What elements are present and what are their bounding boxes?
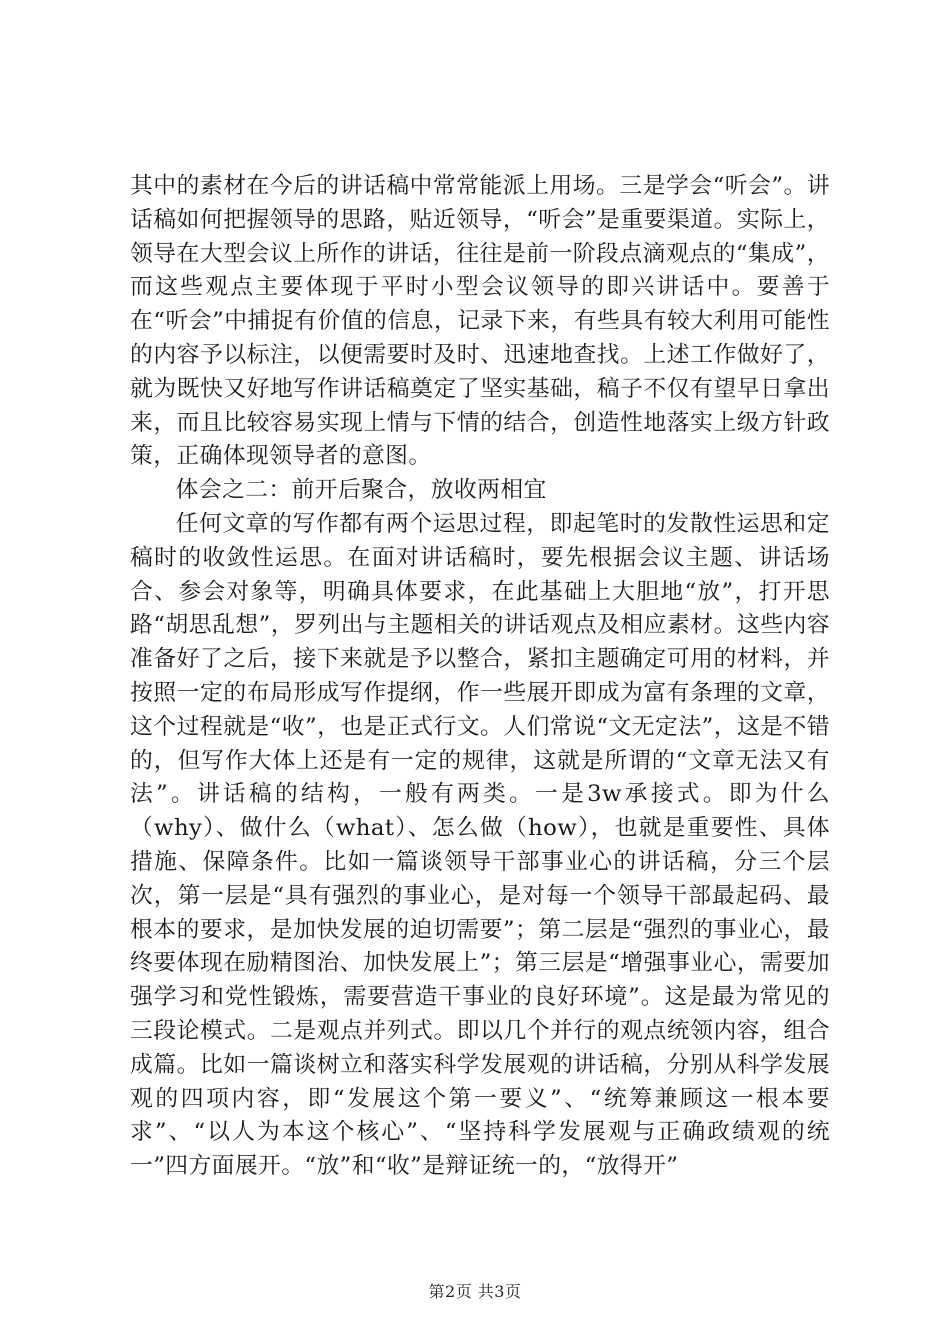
paragraph-body: 任何文章的写作都有两个运思过程，即起笔时的发散性运思和定稿时的收敛性运思。在面对讲话稿时，要先根据会议主题、讲话场合、参会对象等，明确具体要求，在此基础上大胆地“放”，打开思路“胡思乱想”，罗列出与主题相关的讲话观点及相应素材。这些内容准备好了之后，接下来就是予以整合，紧扣主题确定可用的材料，并按照一定的布局形成写作提纲，作一些展开即成为富有条理的文章，这个过程就是“收”，也是正式行文。人们常说“文无定法”，这是不错的，但写作大体上还是有一定的规律，这就是所谓的“文章无法又有法”。讲话稿的结构，一般有两类。一是3w承接式。即为什么（why）、做什么（what）、怎么做（how），也就是重要性、具体措施、保障条件。比如一篇谈领导干部事业心的讲话稿，分三个层次，第一层是“具有强烈的事业心，是对每一个领导干部最起码、最根本的要求，是加快发展的迫切需要”；第二层是“强烈的事业心，最终要体现在励精图治、加快发展上”；第三层是“增强事业心，需要加强学习和党性锻炼，需要营造干事业的良好环境”。这是最为常见的三段论模式。二是观点并列式。即以几个并行的观点统领内容，组合成篇。比如一篇谈树立和落实科学发展观的讲话稿，分别从科学发展观的四项内容，即“发展这个第一要义”、“统筹兼顾这一根本要求”、“以人为本这个核心”、“坚持科学发展观与正确政绩观的统一”四方面展开。“放”和“收”是辩证统一的，“放得开” [130, 510, 830, 1180]
paragraph-continuation: 其中的素材在今后的讲话稿中常常能派上用场。三是学会“听会”。讲话稿如何把握领导的思路，贴近领导，“听会”是重要渠道。实际上，领导在大型会议上所作的讲话，往往是前一阶段点滴观点的“集成”，而这些观点主要体现于平时小型会议领导的即兴讲话中。要善于在“听会”中捕捉有价值的信息，记录下来，有些具有较大利用可能性的内容予以标注，以便需要时及时、迅速地查找。上述工作做好了，就为既快又好地写作讲话稿奠定了坚实基础，稿子不仅有望早日拿出来，而且比较容易实现上情与下情的结合，创造性地落实上级方针政策，正确体现领导者的意图。 [130, 173, 830, 470]
section-heading: 体会之二：前开后聚合，放收两相宜 [175, 477, 547, 504]
page-number-footer: 第2页 共3页 [428, 1282, 522, 1301]
document-body [130, 170, 830, 1184]
